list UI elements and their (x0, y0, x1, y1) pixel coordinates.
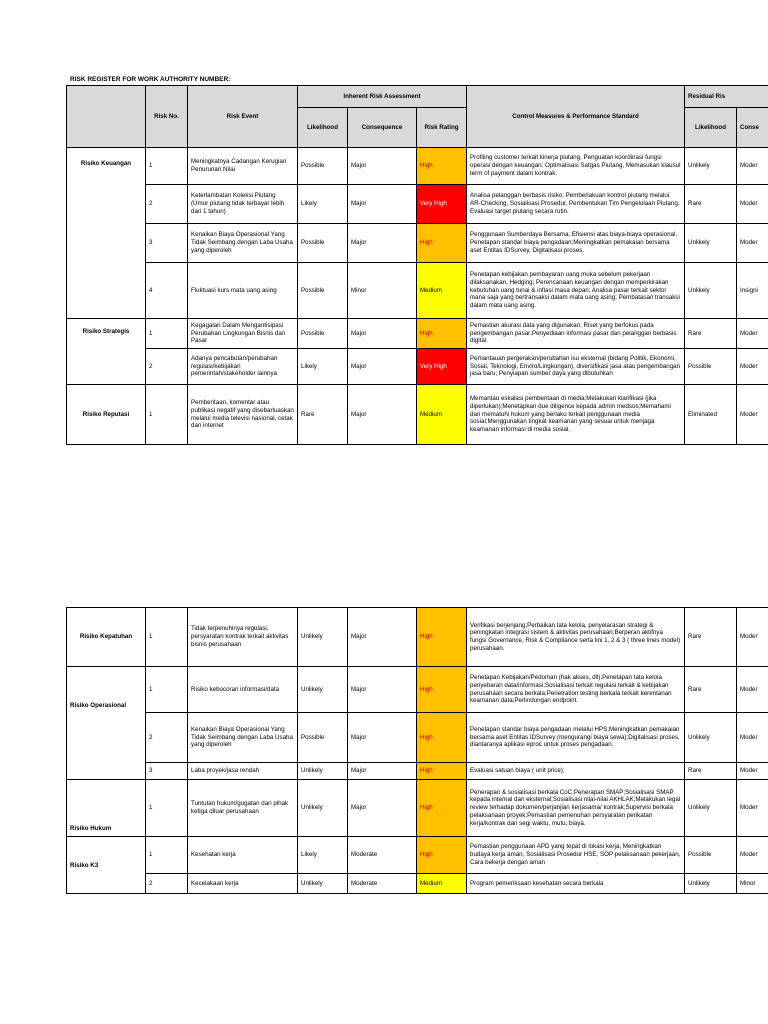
control-measures: Evaluasi satuan biaya ( unit price); (467, 763, 685, 780)
table-row (67, 185, 768, 224)
table-row (67, 148, 768, 185)
register-title: RISK REGISTER FOR WORK AUTHORITY NUMBER: (70, 76, 231, 83)
header-residual: Residual Ris (685, 86, 768, 108)
residual-likelihood: Possible (685, 837, 737, 874)
control-measures: Pemastian akurasi data yang digunakan; Riset yang berfokus pada pengembangan pasar;Penyediaan informasi pasar dan pelanggan berbasis digital. (467, 319, 685, 349)
residual-likelihood: Rare (685, 319, 737, 349)
risk-event: Keterlambatan Koleksi Piutang (Umur piutang tidak terbayar lebih dari 1 tahun) (188, 185, 298, 224)
residual-consequence: Minor (737, 874, 768, 894)
risk-no: 1 (146, 385, 188, 445)
control-measures: Pemantauan pergerakan/perubahan isu eksternal (bidang Politik, Ekonomi, Sosial, Teknologi, Enviro/Lingkungan), diversifikasi jasa atau pengembangan jasa baru; Penyiapan sumber daya yang dibutuhkan (467, 349, 685, 385)
table-row (67, 837, 768, 874)
risk-event: Kenaikan Biaya Operasional Yang Tidak Seimbang dengan Laba Usaha yang diperoleh (188, 224, 298, 263)
category-hukum: Risiko Hukum (67, 780, 146, 837)
risk-no: 2 (146, 349, 188, 385)
risk-no: 4 (146, 263, 188, 319)
risk-event: Kecelakaan kerja (188, 874, 298, 894)
likelihood: Rare (298, 385, 348, 445)
risk-no: 1 (146, 780, 188, 837)
risk-event: Adanya pencabutan/perubahan regulasi/kebijakan pemerintah/stakeholder lainnya (188, 349, 298, 385)
risk-rating: High (417, 148, 467, 185)
header-risk-rating: Risk Rating (417, 108, 467, 148)
consequence: Major (348, 349, 417, 385)
residual-consequence: Moder (737, 713, 768, 763)
risk-no: 2 (146, 185, 188, 224)
consequence: Major (348, 780, 417, 837)
risk-event: Pemberitaan, komentar atau publikasi negatif yang disebarluaskan melalui media televisi nasional, cetak dan internet (188, 385, 298, 445)
risk-no: 1 (146, 319, 188, 349)
risk-event: Kenaikan Biaya Operasional Yang Tidak Seimbang dengan Laba Usaha yang diperoleh (188, 713, 298, 763)
risk-no: 1 (146, 837, 188, 874)
residual-consequence: Moder (737, 148, 768, 185)
category-strategis: Risiko Strategis (67, 319, 146, 385)
table-row (67, 608, 768, 667)
consequence: Minor (348, 263, 417, 319)
table-row (67, 780, 768, 837)
risk-rating: Very High (417, 185, 467, 224)
residual-consequence: Moder (737, 608, 768, 667)
residual-consequence: Moder (737, 185, 768, 224)
header-res-likelihood: Likelihood (685, 108, 737, 148)
table-row (67, 763, 768, 780)
likelihood: Unlikely (298, 763, 348, 780)
consequence: Major (348, 319, 417, 349)
consequence: Major (348, 385, 417, 445)
risk-no: 1 (146, 608, 188, 667)
residual-consequence: Moder (737, 837, 768, 874)
control-measures: Profiling customer terkait kinerja piutang, Penguatan koordinasi fungsi operasi dengan keuangan; Optimalisasi Satgas Piutang, Memasukan klausul term of payment dalam kontrak. (467, 148, 685, 185)
likelihood: Unlikely (298, 874, 348, 894)
category-reputasi: Risiko Reputasi (67, 385, 146, 445)
risk-rating: Medium (417, 874, 467, 894)
likelihood: Likely (298, 837, 348, 874)
table-row (67, 713, 768, 763)
risk-event: Risiko kebocoran informasi/data (188, 667, 298, 713)
risk-rating: High (417, 837, 467, 874)
residual-consequence: Moder (737, 385, 768, 445)
residual-likelihood: Rare (685, 667, 737, 713)
likelihood: Possible (298, 224, 348, 263)
risk-no: 1 (146, 667, 188, 713)
risk-no: 3 (146, 763, 188, 780)
likelihood: Possible (298, 148, 348, 185)
header-control: Control Measures & Performance Standard (467, 86, 685, 148)
consequence: Major (348, 608, 417, 667)
header-risk-no: Risk No. (146, 86, 188, 148)
likelihood: Possible (298, 713, 348, 763)
control-measures: Pemastian penggunaan APD yang tepat di lokasi kerja, Meningkatkan budaya kerja aman, Sosialisasi Prosedur HSE, SOP pelaksanaan pekerjaan, Cara bekerja dengan aman (467, 837, 685, 874)
residual-consequence: Moder (737, 224, 768, 263)
residual-likelihood: Unlikely (685, 713, 737, 763)
risk-rating: High (417, 713, 467, 763)
header-category (67, 86, 146, 148)
residual-consequence: Insigni (737, 263, 768, 319)
risk-event: Tuntutan hukum/gugatan dari pihak ketiga diluar perusahaan (188, 780, 298, 837)
category-keuangan: Risiko Keuangan (67, 148, 146, 319)
risk-rating: High (417, 667, 467, 713)
likelihood: Unlikely (298, 667, 348, 713)
header-consequence: Consequence (348, 108, 417, 148)
consequence: Major (348, 148, 417, 185)
table-row (67, 319, 768, 349)
consequence: Major (348, 224, 417, 263)
risk-rating: High (417, 319, 467, 349)
consequence: Moderate (348, 837, 417, 874)
table-row (67, 385, 768, 445)
consequence: Major (348, 667, 417, 713)
table-row (67, 263, 768, 319)
table-row (67, 874, 768, 894)
likelihood: Likely (298, 349, 348, 385)
residual-likelihood: Possible (685, 349, 737, 385)
residual-consequence: Moder (737, 349, 768, 385)
consequence: Major (348, 763, 417, 780)
control-measures: Penetapan standar biaya pengadaan melalui HPS;Meningkatkan pemakaian bersama aset Entitas IDSurvey (mengurangi biaya sewa);Digitalisasi proses, diantaranya aplikasi eproc untuk proses pengadaan. (467, 713, 685, 763)
risk-rating: Medium (417, 385, 467, 445)
residual-likelihood: Rare (685, 608, 737, 667)
risk-event: Kegagalan Dalam Mengantisipasi Perubahan Lingkungan Bisnis dan Pasar (188, 319, 298, 349)
table-row (67, 349, 768, 385)
likelihood: Possible (298, 263, 348, 319)
residual-likelihood: Rare (685, 763, 737, 780)
control-measures: Penetapan kebijakan pembayaran uang muka sebelum pekerjaan dilaksanakan, Hedging; Perencanaan keuangan dengan memperkirakan kebutuhan uang tunai & inflasi masa depan; Analisa pasar terkait sektor mana saja yang bertransaksi dalam mata uang asing; Pembatasan transaksi dalam mata uang asing. (467, 263, 685, 319)
header-likelihood: Likelihood (298, 108, 348, 148)
residual-likelihood: Unlikely (685, 148, 737, 185)
risk-no: 2 (146, 874, 188, 894)
risk-rating: Medium (417, 263, 467, 319)
risk-event: Laba proyek/jasa rendah (188, 763, 298, 780)
risk-event: Meningkatnya Cadangan Kerugian Penurunan Nilai (188, 148, 298, 185)
table-row (67, 667, 768, 713)
control-measures: Program pemeriksaan kesehatan secara berkala (467, 874, 685, 894)
risk-no: 2 (146, 713, 188, 763)
category-k3: Risiko K3 (67, 837, 146, 894)
residual-likelihood: Unlikely (685, 263, 737, 319)
residual-likelihood: Unlikely (685, 780, 737, 837)
control-measures: Memantau eskalasi pemberitaan di media;Melakukan klarifikasi (jika diperlukan);Menetapkan due diligence kepada admin medsos;Memahami dan mematuhi hukum yang berlaku terkait penggunaan media sosial;Menggunakan tingkat keamanan yang sesuai untuk menjaga keamanan informasi di media sosial. (467, 385, 685, 445)
residual-likelihood: Unlikely (685, 874, 737, 894)
header-res-consequence: Conse (737, 108, 768, 148)
category-kepatuhan: Risiko Kepatuhan (67, 608, 146, 667)
residual-consequence: Moder (737, 667, 768, 713)
risk-event: Tidak terpenuhinya regulasi, persyaratan kontrak terkait aktivitas bisnis perusahaan (188, 608, 298, 667)
control-measures: Verifikasi berjenjang;Perbaikan tata kelola, penyelarasan strategi & peningkatan integrasi sistem & aktivitas perusahaan;Berperan aktifnya fungsi Governance, Risk & Compliance serta lini 1, 2 & 3 ( three lines model) perusahaan. (467, 608, 685, 667)
risk-rating: High (417, 224, 467, 263)
category-operasional: Risiko Operasional (67, 667, 146, 780)
residual-consequence: Moder (737, 780, 768, 837)
risk-rating: High (417, 608, 467, 667)
risk-register-table-1 (66, 85, 768, 445)
risk-rating: High (417, 763, 467, 780)
risk-no: 3 (146, 224, 188, 263)
likelihood: Unlikely (298, 780, 348, 837)
residual-likelihood: Eliminated (685, 385, 737, 445)
likelihood: Possible (298, 319, 348, 349)
risk-no: 1 (146, 148, 188, 185)
control-measures: Penetapan Kebijakan/Pedoman (hak akses, dll);Penetapan tata kelola penyebaran data/informasi;Sosialisasi terkait regulasi terkait & kebijakan perusahaan secara berkala;Penetration testing berkala terkait kerentanan keamanan data;Perlindungan endpoint. (467, 667, 685, 713)
table-row (67, 224, 768, 263)
residual-consequence: Moder (737, 319, 768, 349)
residual-consequence: Moder (737, 763, 768, 780)
consequence: Moderate (348, 874, 417, 894)
risk-event: Kesehatan kerja (188, 837, 298, 874)
header-risk-event: Risk Event (188, 86, 298, 148)
likelihood: Unlikely (298, 608, 348, 667)
consequence: Major (348, 713, 417, 763)
risk-rating: High (417, 780, 467, 837)
risk-register-table-2 (66, 607, 768, 894)
risk-event: Fluktuasi kurs mata uang asing (188, 263, 298, 319)
likelihood: Likely (298, 185, 348, 224)
residual-likelihood: Unlikely (685, 224, 737, 263)
control-measures: Penerapan & sosialisasi berkala CoC;Penerapan SMAP;Sosialisasi SMAP kepada internal dan eksternal;Sosialisasi nilai-nilai AKHLAK;Melakukan legal review terhadap dokumen/perjanjian kerjasama/ kontrak;Supervisi berkala pelaksanaan proyek;Pemastian pemenuhan persyaratan perikatan kerja/kontrak dari segi waktu, mutu, biaya. (467, 780, 685, 837)
consequence: Major (348, 185, 417, 224)
control-measures: Analisa pelanggan berbasis risiko; Pemberlakuan kontrol piutang melalui AR-Checking, Sosialisasi Prosedur, Pembentukan Tim Pengelolaan Piutang, Evaluasi target piutang secara rutin. (467, 185, 685, 224)
control-measures: Penggunaan Sumberdaya Bersama, Efisiensi atas biaya-biaya operasional, Penetapan standar biaya pengadaan;Meningkatkan pemakaian bersama aset Entitas IDSurvey, Digitalisasi proses. (467, 224, 685, 263)
risk-rating: Very High (417, 349, 467, 385)
header-inherent: Inherent Risk Assessment (298, 86, 467, 108)
residual-likelihood: Rare (685, 185, 737, 224)
